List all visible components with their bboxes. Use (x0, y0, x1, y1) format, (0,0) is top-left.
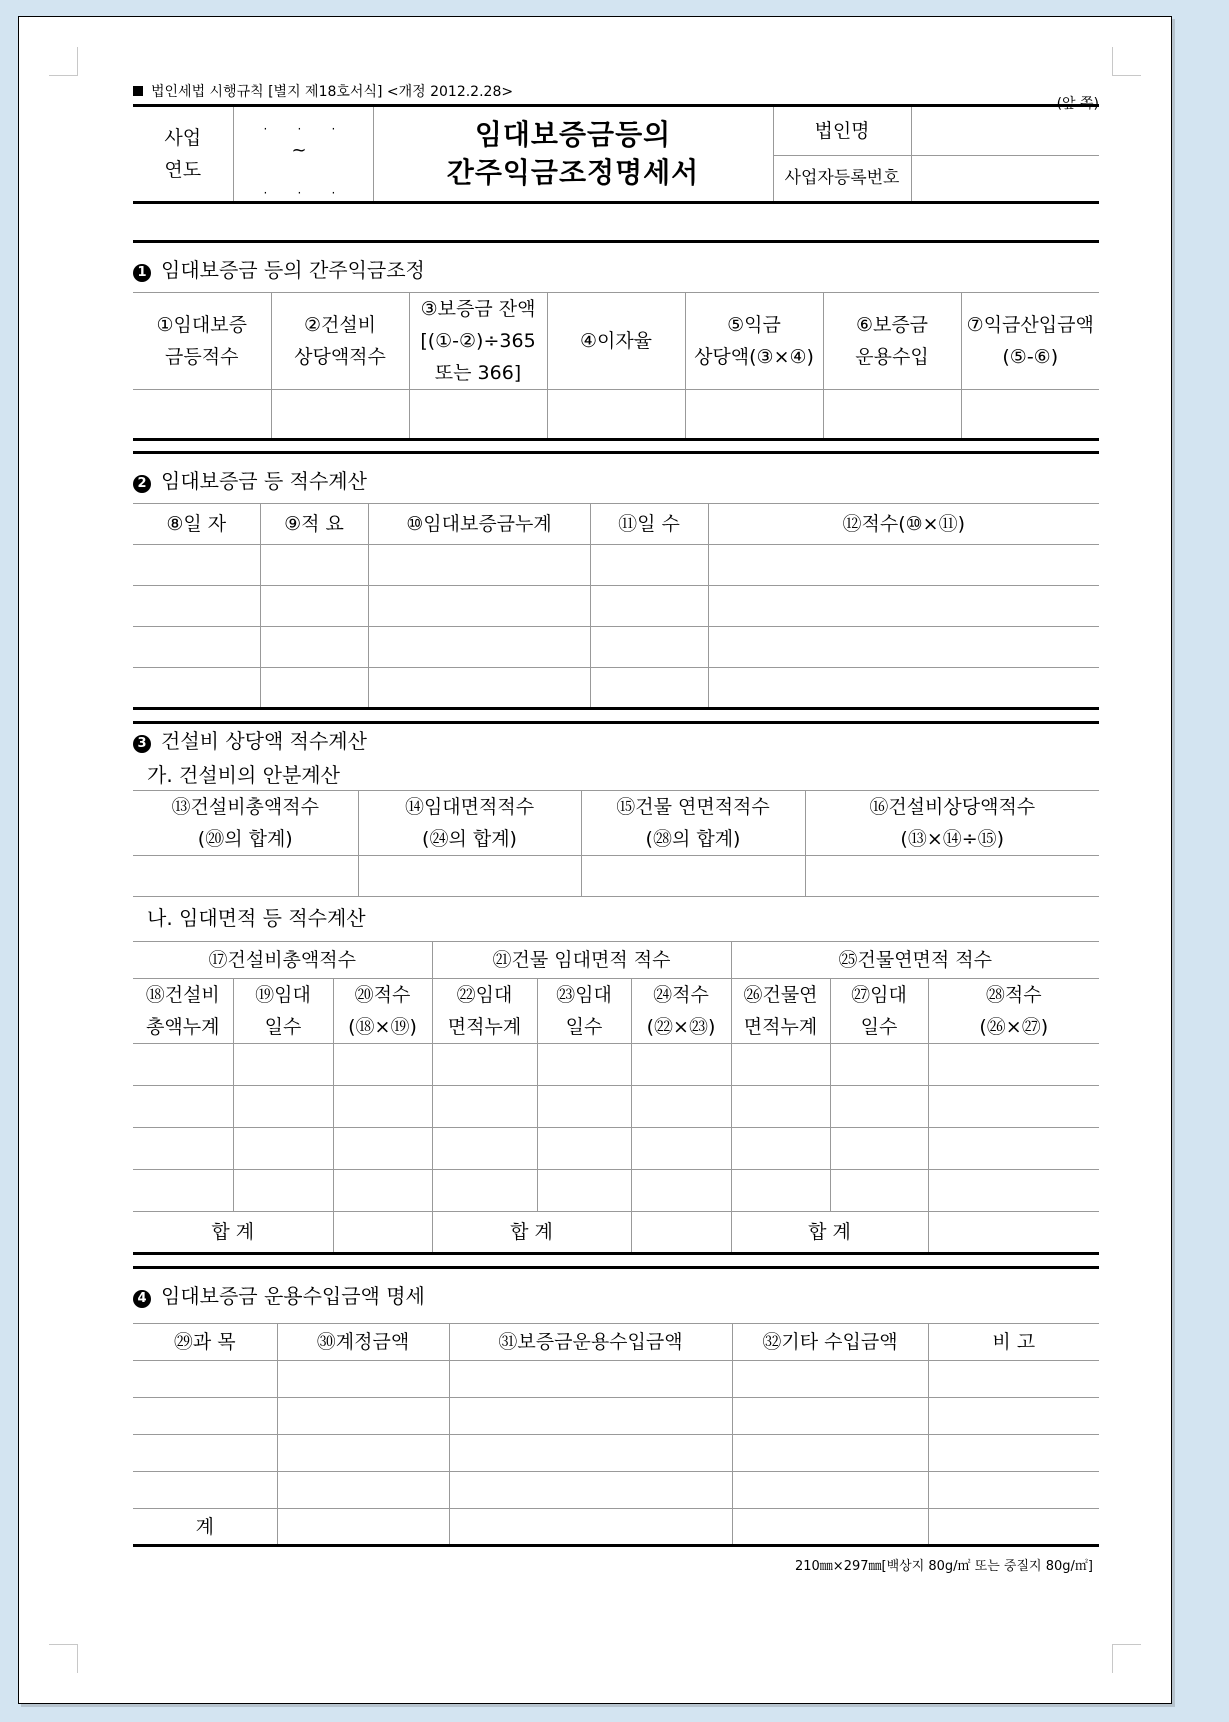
input-cell[interactable] (333, 1170, 432, 1212)
input-cell[interactable] (432, 1044, 537, 1086)
square-bullet-icon (133, 86, 143, 96)
input-cell[interactable] (708, 586, 1099, 627)
input-cell[interactable] (277, 1472, 449, 1509)
input-cell[interactable] (432, 1128, 537, 1170)
col-header-30: ㉚계정금액 (277, 1324, 449, 1361)
table-row (133, 668, 1099, 709)
total-cell[interactable] (277, 1509, 449, 1546)
corp-name-label: 법인명 (773, 106, 911, 156)
input-cell[interactable] (928, 1086, 1099, 1128)
biz-reg-number-field[interactable] (911, 155, 1099, 202)
input-cell[interactable] (631, 1086, 731, 1128)
total-cell[interactable] (732, 1509, 928, 1546)
table-row (133, 1472, 1099, 1509)
input-cell[interactable] (233, 1044, 333, 1086)
section2-table (133, 503, 1099, 710)
input-cell[interactable] (928, 1435, 1099, 1472)
section4-table (133, 1323, 1099, 1547)
input-cell[interactable] (277, 1398, 449, 1435)
col-header-29: ㉙과 목 (133, 1324, 277, 1361)
col-header-24: ㉔적수 (㉒×㉓) (631, 979, 731, 1044)
input-cell[interactable] (631, 1170, 731, 1212)
col-header-11: ⑪일 수 (590, 504, 708, 545)
input-cell[interactable] (133, 627, 260, 668)
table-row (133, 545, 1099, 586)
input-cell[interactable] (830, 1044, 928, 1086)
col-header-remarks: 비 고 (928, 1324, 1099, 1361)
input-cell[interactable] (333, 1128, 432, 1170)
input-cell[interactable] (133, 586, 260, 627)
input-cell[interactable] (449, 1361, 732, 1398)
input-cell[interactable] (133, 1361, 277, 1398)
input-cell[interactable] (805, 856, 1099, 897)
col-header-20: ⑳적수 (⑱×⑲) (333, 979, 432, 1044)
input-cell[interactable] (537, 1128, 631, 1170)
input-cell[interactable] (732, 1472, 928, 1509)
input-cell[interactable] (233, 1170, 333, 1212)
input-cell[interactable] (133, 1044, 233, 1086)
input-cell[interactable] (358, 856, 581, 897)
total-cell[interactable] (928, 1509, 1099, 1546)
input-cell[interactable] (260, 627, 368, 668)
table-row (133, 1170, 1099, 1212)
input-cell[interactable] (928, 1361, 1099, 1398)
section3a-title: 가. 건설비의 안분계산 (147, 763, 340, 787)
table-row (133, 390, 1099, 440)
col-header-9: ⑨적 요 (260, 504, 368, 545)
form-title: 임대보증금등의 간주익금조정명세서 (373, 106, 773, 203)
section1-table (133, 292, 1099, 441)
group-header-21: ㉑건물 임대면적 적수 (432, 942, 731, 979)
col-header-22: ㉒임대 면적누계 (432, 979, 537, 1044)
input-cell[interactable] (547, 390, 685, 440)
form-page (18, 16, 1172, 1704)
col-header-3: ③보증금 잔액 [(①-②)÷365 또는 366] (409, 293, 547, 390)
section3-title: 3 건설비 상당액 적수계산 (133, 725, 367, 754)
fiscal-year-label: 사업 연도 (133, 106, 233, 203)
total-cell-24[interactable] (631, 1212, 731, 1254)
crop-mark (1112, 47, 1141, 76)
input-cell[interactable] (133, 1398, 277, 1435)
form-reference-note (133, 81, 513, 101)
table-row (133, 1435, 1099, 1472)
input-cell[interactable] (409, 390, 547, 440)
input-cell[interactable] (133, 1086, 233, 1128)
total-label: 합 계 (432, 1212, 631, 1254)
col-header-16: ⑯건설비상당액적수 (⑬×⑭÷⑮) (805, 791, 1099, 856)
input-cell[interactable] (732, 1435, 928, 1472)
col-header-32: ㉜기타 수입금액 (732, 1324, 928, 1361)
col-header-18: ⑱건설비 총액누계 (133, 979, 233, 1044)
col-header-13: ⑬건설비총액적수 (⑳의 합계) (133, 791, 358, 856)
col-header-5: ⑤익금 상당액(③×④) (685, 293, 823, 390)
section-divider (133, 451, 1099, 454)
section-divider (133, 240, 1099, 243)
input-cell[interactable] (133, 1472, 277, 1509)
input-cell[interactable] (537, 1044, 631, 1086)
corp-name-field[interactable] (911, 106, 1099, 156)
input-cell[interactable] (271, 390, 409, 440)
input-cell[interactable] (537, 1086, 631, 1128)
input-cell[interactable] (133, 856, 358, 897)
col-header-27: ㉗임대 일수 (830, 979, 928, 1044)
input-cell[interactable] (449, 1398, 732, 1435)
input-cell[interactable] (133, 1170, 233, 1212)
table-row (133, 586, 1099, 627)
input-cell[interactable] (830, 1128, 928, 1170)
input-cell[interactable] (133, 1435, 277, 1472)
input-cell[interactable] (631, 1128, 731, 1170)
section-number-badge: 3 (133, 735, 151, 753)
input-cell[interactable] (731, 1044, 830, 1086)
col-header-14: ⑭임대면적적수 (㉔의 합계) (358, 791, 581, 856)
form-reference-text: 법인세법 시행규칙 [별지 제18호서식] <개정 2012.2.28> (151, 84, 514, 100)
input-cell[interactable] (133, 390, 271, 440)
section-number-badge: 1 (133, 264, 151, 282)
input-cell[interactable] (277, 1435, 449, 1472)
input-cell[interactable] (731, 1086, 830, 1128)
input-cell[interactable] (233, 1128, 333, 1170)
col-header-7: ⑦익금산입금액 (⑤-⑥) (961, 293, 1099, 390)
col-header-8: ⑧일 자 (133, 504, 260, 545)
col-header-12: ⑫적수(⑩×⑪) (708, 504, 1099, 545)
total-label: 합 계 (731, 1212, 928, 1254)
section-number-badge: 4 (133, 1290, 151, 1308)
input-cell[interactable] (928, 1128, 1099, 1170)
section-divider (133, 721, 1099, 724)
input-cell[interactable] (731, 1128, 830, 1170)
col-header-15: ⑮건물 연면적적수 (㉘의 합계) (581, 791, 805, 856)
total-cell-20[interactable] (333, 1212, 432, 1254)
input-cell[interactable] (732, 1361, 928, 1398)
table-row (133, 1086, 1099, 1128)
input-cell[interactable] (449, 1435, 732, 1472)
input-cell[interactable] (590, 668, 708, 709)
date-range-separator: ~ (291, 140, 307, 161)
total-row (133, 1212, 1099, 1254)
col-header-6: ⑥보증금 운용수입 (823, 293, 961, 390)
total-label: 계 (133, 1509, 277, 1546)
table-row (133, 1398, 1099, 1435)
input-cell[interactable] (928, 1170, 1099, 1212)
crop-mark (49, 1644, 78, 1673)
input-cell[interactable] (233, 1086, 333, 1128)
col-header-26: ㉖건물연 면적누계 (731, 979, 830, 1044)
section4-title: 4 임대보증금 운용수입금액 명세 (133, 1280, 425, 1309)
table-row (133, 1044, 1099, 1086)
input-cell[interactable] (368, 627, 590, 668)
section3b-table (133, 941, 1099, 1255)
input-cell[interactable] (708, 627, 1099, 668)
input-cell[interactable] (449, 1472, 732, 1509)
input-cell[interactable] (537, 1170, 631, 1212)
col-header-31: ㉛보증금운용수입금액 (449, 1324, 732, 1361)
table-row (133, 1128, 1099, 1170)
input-cell[interactable] (260, 545, 368, 586)
input-cell[interactable] (133, 545, 260, 586)
section3b-title: 나. 임대면적 등 적수계산 (147, 906, 366, 930)
input-cell[interactable] (333, 1044, 432, 1086)
input-cell[interactable] (133, 1128, 233, 1170)
input-cell[interactable] (823, 390, 961, 440)
group-header-25: ㉕건물연면적 적수 (731, 942, 1099, 979)
input-cell[interactable] (368, 586, 590, 627)
total-cell-28[interactable] (928, 1212, 1099, 1254)
col-header-10: ⑩임대보증금누계 (368, 504, 590, 545)
input-cell[interactable] (928, 1398, 1099, 1435)
input-cell[interactable] (830, 1170, 928, 1212)
crop-mark (49, 47, 78, 76)
input-cell[interactable] (432, 1170, 537, 1212)
total-row (133, 1509, 1099, 1546)
input-cell[interactable] (590, 545, 708, 586)
col-header-4: ④이자율 (547, 293, 685, 390)
input-cell[interactable] (368, 545, 590, 586)
col-header-1: ①임대보증 금등적수 (133, 293, 271, 390)
input-cell[interactable] (581, 856, 805, 897)
input-cell[interactable] (333, 1086, 432, 1128)
input-cell[interactable] (708, 668, 1099, 709)
input-cell[interactable] (590, 586, 708, 627)
table-row (133, 1361, 1099, 1398)
input-cell[interactable] (260, 586, 368, 627)
input-cell[interactable] (277, 1361, 449, 1398)
input-cell[interactable] (432, 1086, 537, 1128)
input-cell[interactable] (590, 627, 708, 668)
table-row (133, 856, 1099, 897)
paper-spec-note: 210㎜×297㎜[백상지 80g/㎡ 또는 중질지 80g/㎡] (794, 1559, 1093, 1574)
section1-title: 1 임대보증금 등의 간주익금조정 (133, 254, 425, 283)
col-header-19: ⑲임대 일수 (233, 979, 333, 1044)
section2-title: 2 임대보증금 등 적수계산 (133, 465, 367, 494)
input-cell[interactable] (928, 1044, 1099, 1086)
col-header-23: ㉓임대 일수 (537, 979, 631, 1044)
table-row (133, 627, 1099, 668)
input-cell[interactable] (830, 1086, 928, 1128)
input-cell[interactable] (685, 390, 823, 440)
section-number-badge: 2 (133, 475, 151, 493)
section-divider (133, 1266, 1099, 1269)
total-cell[interactable] (449, 1509, 732, 1546)
input-cell[interactable] (928, 1472, 1099, 1509)
input-cell[interactable] (260, 668, 368, 709)
col-header-28: ㉘적수 (㉖×㉗) (928, 979, 1099, 1044)
input-cell[interactable] (732, 1398, 928, 1435)
biz-reg-number-label: 사업자등록번호 (773, 155, 911, 202)
section3a-table (133, 790, 1099, 897)
col-header-2: ②건설비 상당액적수 (271, 293, 409, 390)
input-cell[interactable] (731, 1170, 830, 1212)
input-cell[interactable] (368, 668, 590, 709)
input-cell[interactable] (708, 545, 1099, 586)
fiscal-year-period-field[interactable]: · · · ~ · · · (233, 106, 373, 203)
input-cell[interactable] (961, 390, 1099, 440)
header-table (133, 104, 1099, 204)
group-header-17: ⑰건설비총액적수 (133, 942, 432, 979)
input-cell[interactable] (631, 1044, 731, 1086)
input-cell[interactable] (133, 668, 260, 709)
crop-mark (1112, 1644, 1141, 1673)
page-side-label: (앞 쪽) (1056, 96, 1099, 112)
total-label: 합 계 (133, 1212, 333, 1254)
